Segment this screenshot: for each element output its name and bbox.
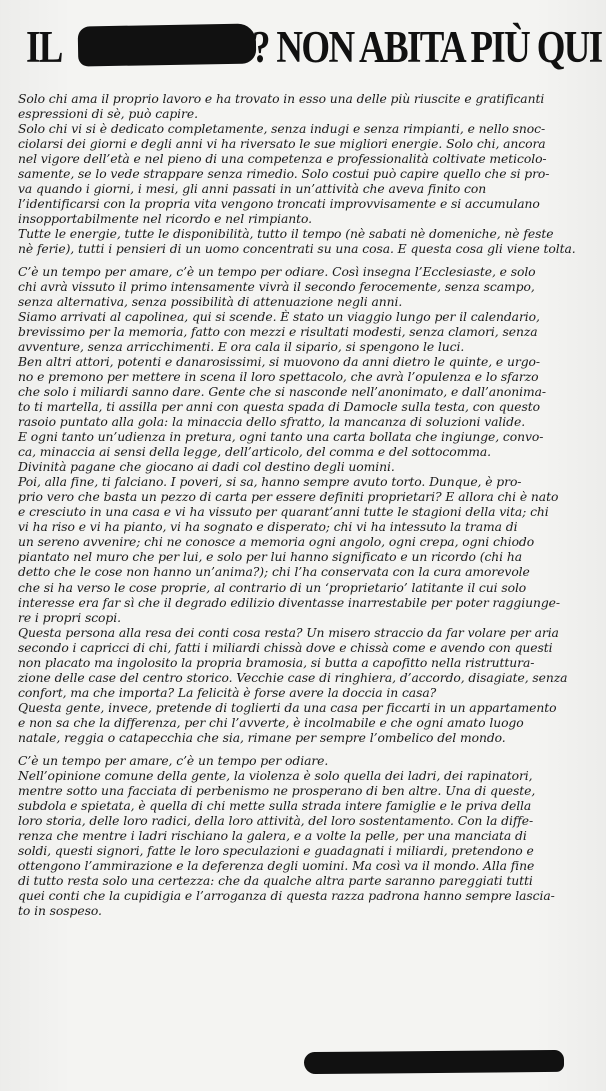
redaction-bar <box>78 23 257 66</box>
article-body <box>18 92 584 919</box>
headline-right: ? NON ABITA PIÙ QUI <box>252 22 602 72</box>
paragraph-1: Solo chi ama il proprio lavoro e ha trovato in esso una delle più riuscite e gratificanti espressioni di sè, può capire. Solo chi vi si è dedicato completamente, senza indugi e senza rimpianti, e nello snoc- ciolarsi dei giorni e degli anni vi ha riversato le sue migliori energie. Solo chi, ancora nel vigore dell’età e nel pieno di una competenza e professionalità coltivate meticolo- samente, se lo vede strappare senza rimedio. Solo costui può capire quello che si pro- va quando i giorni, i mesi, gli anni passati in un’attività che aveva finito con l’identificarsi con la propria vita vengono troncati improvvisamente e si accumulano insopportabilmente nel ricordo e nel rimpianto. Tutte le energie, tutte le disponibilità, tutto il tempo (nè sabati nè domeniche, nè feste nè ferie), tutti i pensieri di un uomo concentrati su una cosa. E questa cosa gli viene tolta. <box>18 92 576 257</box>
paragraph-2: C’è un tempo per amare, c’è un tempo per odiare. Così insegna l’Ecclesiaste, e solo chi avrà vissuto il primo intensamente vivrà il secondo ferocemente, senza scampo, senza alternativa, senza possibilità di attenuazione negli anni. Siamo arrivati al capolinea, qui si scende. È stato un viaggio lungo per il calendario, brevissimo per la memoria, fatto con mezzi e risultati modesti, senza clamori, senza avventure, senza arricchimenti. E ora cala il sipario, si spengono le luci. Ben altri attori, potenti e danarosissimi, si muovono da anni dietro le quinte, e urgo- no e premono per mettere in scena il loro spettacolo, che avrà l’opulenza e lo sfarzo che solo i miliardi sanno dare. Gente che si nasconde nell’anonimato, e dall’anonima- to ti martella, ti assilla per anni con questa spada di Damocle sulla testa, con questo rasoio puntato alla gola: la minaccia dello sfratto, la mancanza di soluzioni valide. E ogni tanto un’udienza in pretura, ogni tanto una carta bollata che ingiunge, convo- ca, minaccia ai sensi della legge, dell’articolo, del comma e del sottocomma. Divinità pagane che giocano ai dadi col destino degli uomini. Poi, alla fine, ti falciano. I poveri, si sa, hanno sempre avuto torto. Dunque, è pro- prio vero che basta un pezzo di carta per essere definiti proprietari? E allora chi è nato e cresciuto in una casa e vi ha vissuto per quarant’anni tutte le stagioni della vita; chi vi ha riso e vi ha pianto, vi ha sognato e disperato; chi vi ha intessuto la trama di un sereno avvenire; chi ne conosce a memoria ogni angolo, ogni crepa, ogni chiodo piantato nel muro che per lui, e solo per lui hanno significato e un ricordo (chi ha detto che le cose non hanno un’anima?); chi l’ha conservata con la cura amorevole che si ha verso le cose proprie, al contrario di un ‘proprietario’ latitante il cui solo interesse era far sì che il degrado edilizio diventasse inarrestabile per poter raggiunge- re i propri scopi. Questa persona alla resa dei conti cosa resta? Un misero straccio da far volare per aria secondo i capricci di chi, fatti i miliardi chissà dove e chissà come e avendo con questi non placato ma ingolosito la propria bramosia, si butta a capofitto nella ristruttura- zione delle case del centro storico. Vecchie case di ringhiera, d’accordo, disagiate, senza confort, ma che importa? La felicità è forse avere la doccia in casa? Questa gente, invece, pretende di toglierti da una casa per ficcarti in un appartamento e non sa che la differenza, per chi l’avverte, è incolmabile e che ogni amato luogo natale, reggia o catapecchia che sia, rimane per sempre l’ombelico del mondo. <box>18 265 568 745</box>
footer-redaction-mark <box>304 1050 564 1074</box>
headline <box>26 18 602 76</box>
paragraph-3: C’è un tempo per amare, c’è un tempo per odiare. Nell’opinione comune della gente, la violenza è solo quella dei ladri, dei rapinatori, mentre sotto una facciata di perbenismo ne prosperano di ben altre. Una di queste, subdola e spietata, è quella di chi mette sulla strada intere famiglie e le priva della loro storia, delle loro radici, della loro attività, del loro sostentamento. Con la diffe- renza che mentre i ladri rischiano la galera, e a volte la pelle, per una manciata di soldi, questi signori, fatte le loro speculazioni e guadagnati i miliardi, pretendono e ottengono l’ammirazione e la deferenza degli uomini. Ma così va il mondo. Alla fine di tutto resta solo una certezza: che da qualche altra parte saranno pareggiati tutti quei conti che la cupidigia e l’arroganza di questa razza padrona hanno sempre lascia- to in sospeso. <box>18 753 555 918</box>
headline-left: IL <box>26 22 62 72</box>
